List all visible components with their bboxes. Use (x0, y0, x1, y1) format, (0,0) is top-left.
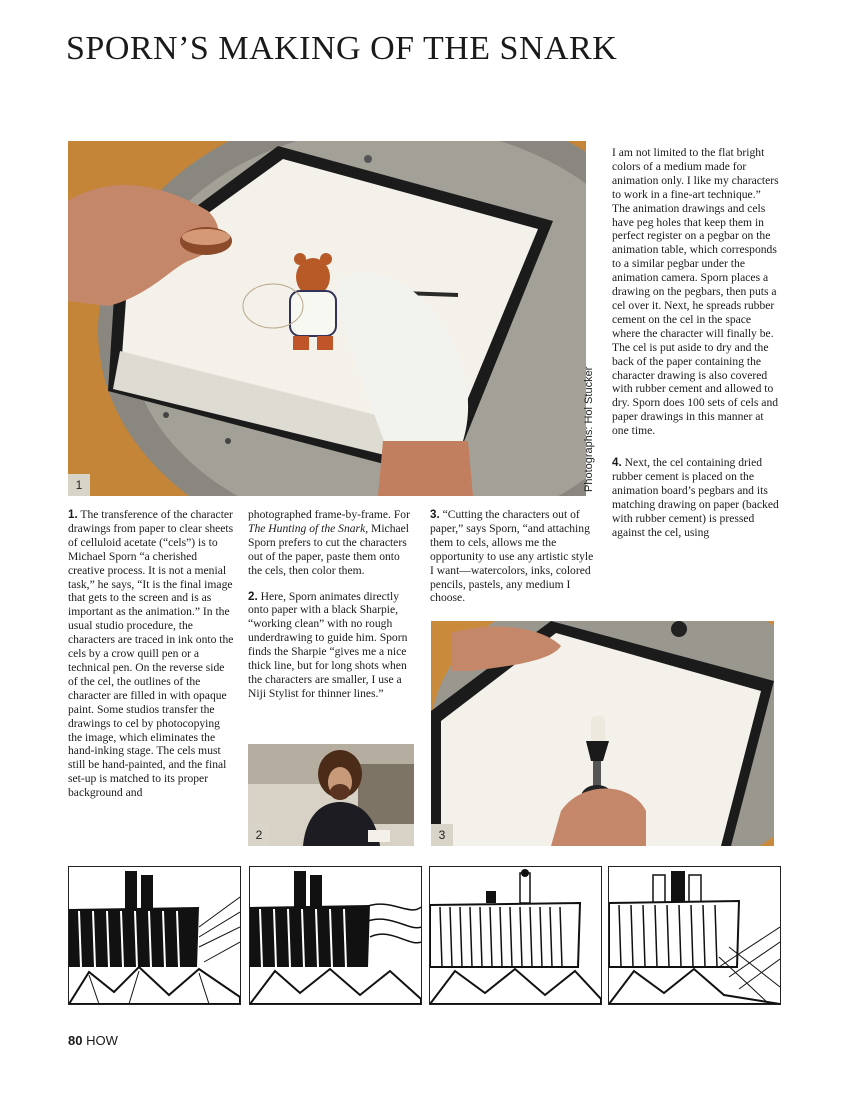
step-1-label: 1. (68, 508, 78, 521)
right-column-paragraph: I am not limited to the flat bright colors of a medium made for animation only. I like my characters to work in a fine-art technique.” The animation drawings and cels have peg holes that keep them in perfect register on a pegbar on the animation table, which corresponds to a similar pegbar under the animation camera. Sporn places a drawing on the pegbars, then puts a cel over it. Next, he spreads rubber cement on the cel in the space where the character will finally be. The cel is put aside to dry and the back of the paper containing the character drawing is also covered with rubber cement and allowed to dry. Sporn does 100 sets of cels and paper drawings in this manner at one time. (612, 146, 779, 438)
page-folio (68, 1033, 118, 1048)
rubber-cement-illustration (431, 621, 774, 846)
film-title: The Hunting of the Snark, (248, 521, 369, 535)
col3-paragraph (430, 508, 598, 605)
photo-rubber-cement (431, 621, 774, 846)
column-3 (430, 508, 598, 617)
storyboard-frame-4 (608, 866, 781, 1005)
column-2 (248, 508, 416, 713)
storyboard-frame-1 (68, 866, 241, 1005)
photo-number-1: 1 (68, 474, 90, 496)
col3-body: “Cutting the characters out of paper,” says Sporn, “and attaching them to cels, allows me the opportunity to use any artistic style I want—watercolors, inks, colored pencils, pastels, any medium I choose. (430, 508, 594, 605)
photo-credit: Photographs: Hol Stucker (583, 366, 595, 492)
photo-number-2: 2 (248, 824, 270, 846)
storyboard-drawing-1 (69, 867, 240, 1004)
step-3-label: 3. (430, 508, 440, 521)
photo-animation-table (68, 141, 586, 496)
magazine-name: HOW (86, 1033, 118, 1048)
page-number: 80 (68, 1033, 83, 1048)
page-title: SPORN’S MAKING OF THE SNARK (66, 30, 618, 67)
step-2-label: 2. (248, 589, 258, 603)
right-column-text (612, 146, 780, 551)
col2-paragraph-1 (248, 508, 416, 578)
storyboard-frame-2 (249, 866, 422, 1005)
photo-number-3: 3 (431, 824, 453, 846)
animation-table-illustration (68, 141, 586, 496)
col2-paragraph-2 (248, 590, 416, 701)
col2-body-a: photographed frame-by-frame. For (248, 508, 410, 521)
photo-animator-portrait (248, 744, 414, 846)
storyboard-drawing-3 (430, 867, 601, 1004)
storyboard-drawing-2 (250, 867, 421, 1004)
col4-body: Next, the cel containing dried rubber cement is placed on the animation board’s pegbars and its matching drawing on paper (backed with rubber cement) is pressed against the cel, using (612, 456, 779, 539)
col1-body: The transference of the character drawings from paper to clear sheets of celluloid acetate (“cels”) is to Michael Sporn “a cherished creative process. It is not a menial task,” he says, “It is the final image that gets to the screen and is as important as the animation.” In the usual studio procedure, the characters are traced in ink onto the cels by a crow quill pen or a technical pen. On the reverse side of the cel, the outlines of the character are filled in with opaque paint. Some studios transfer the drawings to cel by photocopying the image, which eliminates the hand-inking stage. The cels must still be hand-painted, and the final set-up is matched to its proper background and (68, 508, 234, 800)
column-1 (68, 508, 236, 812)
col2-body-2: Here, Sporn animates directly onto paper with a black Sharpie, “working clean” with no rough underdrawing to guide him. Sporn finds the Sharpie “gives me a nice thick line, but for long shots when the characters are smaller, I use a Niji Stylist for thinner lines.” (248, 589, 408, 700)
storyboard-frame-3 (429, 866, 602, 1005)
animator-portrait-illustration (248, 744, 414, 846)
storyboard-drawing-4 (609, 867, 780, 1004)
col4-paragraph (612, 456, 780, 539)
col1-paragraph (68, 508, 236, 800)
step-4-label: 4. (612, 456, 622, 470)
col2-body-b: Michael Sporn prefers to cut the characters out of the paper, paste them onto the cels, then color them. (248, 521, 410, 577)
